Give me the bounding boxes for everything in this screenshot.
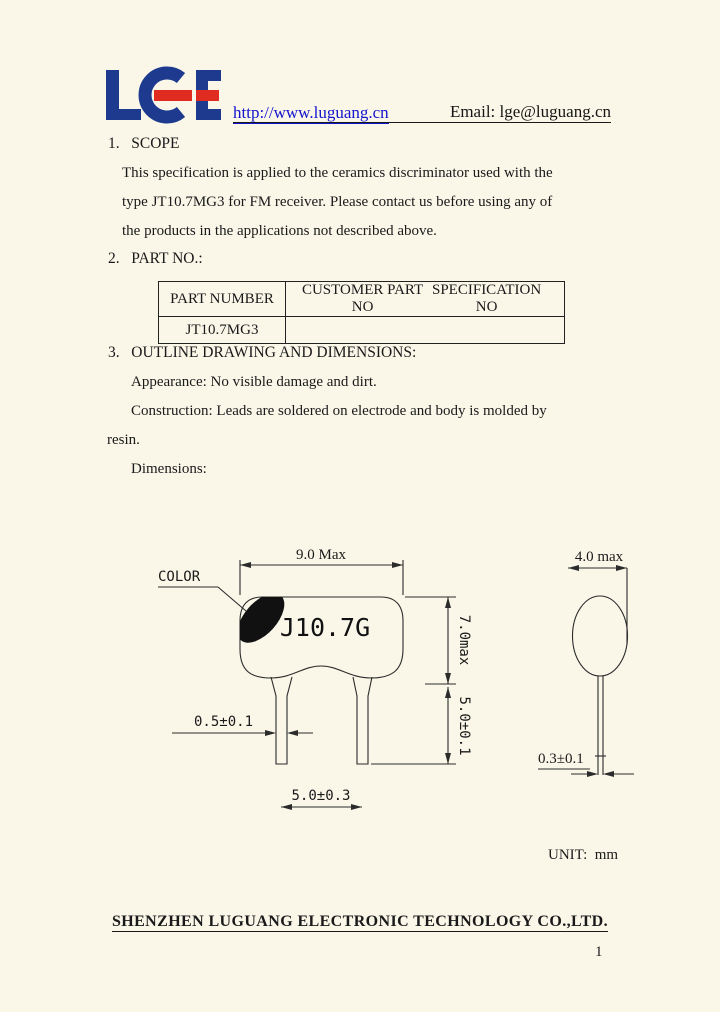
- right-lead: [353, 677, 372, 764]
- dimensions-label: Dimensions:: [131, 461, 207, 477]
- arrowhead-icon: [240, 562, 251, 568]
- arrowhead-icon: [265, 730, 276, 736]
- scope-line-2: type JT10.7MG3 for FM receiver. Please contact us before using any of: [122, 194, 553, 210]
- front-width-dimension-label: 9.0 Max: [296, 547, 346, 563]
- lge-logo: [104, 66, 222, 131]
- col-part-number: PART NUMBER: [159, 282, 286, 317]
- unit-label: UNIT: mm: [548, 847, 619, 863]
- arrowhead-icon: [281, 804, 292, 810]
- col-customer-part-no: CUSTOMER PART NO: [301, 282, 424, 315]
- header-contact: [233, 100, 611, 123]
- arrowhead-icon: [287, 730, 298, 736]
- outline-heading: 3. OUTLINE DRAWING AND DIMENSIONS:: [108, 344, 417, 361]
- col-customer-spec: [286, 282, 565, 317]
- front-view-drawing: [158, 547, 472, 810]
- side-body-outline: [573, 596, 628, 676]
- scope-heading: 1. SCOPE: [108, 135, 180, 152]
- arrowhead-icon: [568, 565, 579, 571]
- lead-length-dimension-label: 5.0±0.1: [456, 696, 472, 756]
- lead-pitch-dimension-label: 5.0±0.3: [291, 788, 351, 804]
- cell-part-number: JT10.7MG3: [159, 317, 286, 344]
- part-marking-label: J10.7G: [279, 613, 371, 642]
- arrowhead-icon: [616, 565, 627, 571]
- scope-line-3: the products in the applications not described above.: [122, 223, 437, 239]
- lead-thickness-dimension-label: 0.3±0.1: [538, 751, 584, 767]
- col-specification-no: SPECIFICATION NO: [432, 282, 542, 315]
- arrowhead-icon: [603, 771, 614, 777]
- construction-line-2: resin.: [107, 432, 140, 448]
- color-callout-label: COLOR: [158, 569, 201, 585]
- arrowhead-icon: [445, 597, 451, 608]
- lead-width-dimension-label: 0.5±0.1: [194, 714, 254, 730]
- side-depth-dimension-label: 4.0 max: [574, 549, 624, 565]
- cell-customer-spec: [286, 317, 565, 344]
- lge-logo-icon: [104, 66, 222, 126]
- footer-company: [0, 913, 720, 931]
- arrowhead-icon: [445, 753, 451, 764]
- footer-company-text: SHENZHEN LUGUANG ELECTRONIC TECHNOLOGY CO.,LTD.: [111, 913, 609, 930]
- partno-heading: 2. PART NO.:: [108, 250, 203, 267]
- page-number: 1: [595, 944, 603, 960]
- arrowhead-icon: [445, 687, 451, 698]
- outline-drawing: [140, 535, 690, 825]
- appearance-line: Appearance: No visible damage and dirt.: [131, 374, 377, 390]
- body-height-dimension-label: 7.0max: [456, 614, 472, 666]
- arrowhead-icon: [587, 771, 598, 777]
- left-lead: [271, 677, 292, 764]
- email-text[interactable]: Email: lge@luguang.cn: [449, 102, 611, 121]
- arrowhead-icon: [351, 804, 362, 810]
- part-number-table: [158, 281, 565, 344]
- scope-line-1: This specification is applied to the ceramics discriminator used with the: [122, 165, 553, 181]
- arrowhead-icon: [445, 673, 451, 684]
- table-row: [159, 317, 565, 344]
- table-header-row: [159, 282, 565, 317]
- side-view-drawing: [538, 549, 634, 777]
- arrowhead-icon: [392, 562, 403, 568]
- construction-line-1: Construction: Leads are soldered on electrode and body is molded by: [131, 403, 547, 419]
- website-link[interactable]: http://www.luguang.cn: [233, 102, 389, 122]
